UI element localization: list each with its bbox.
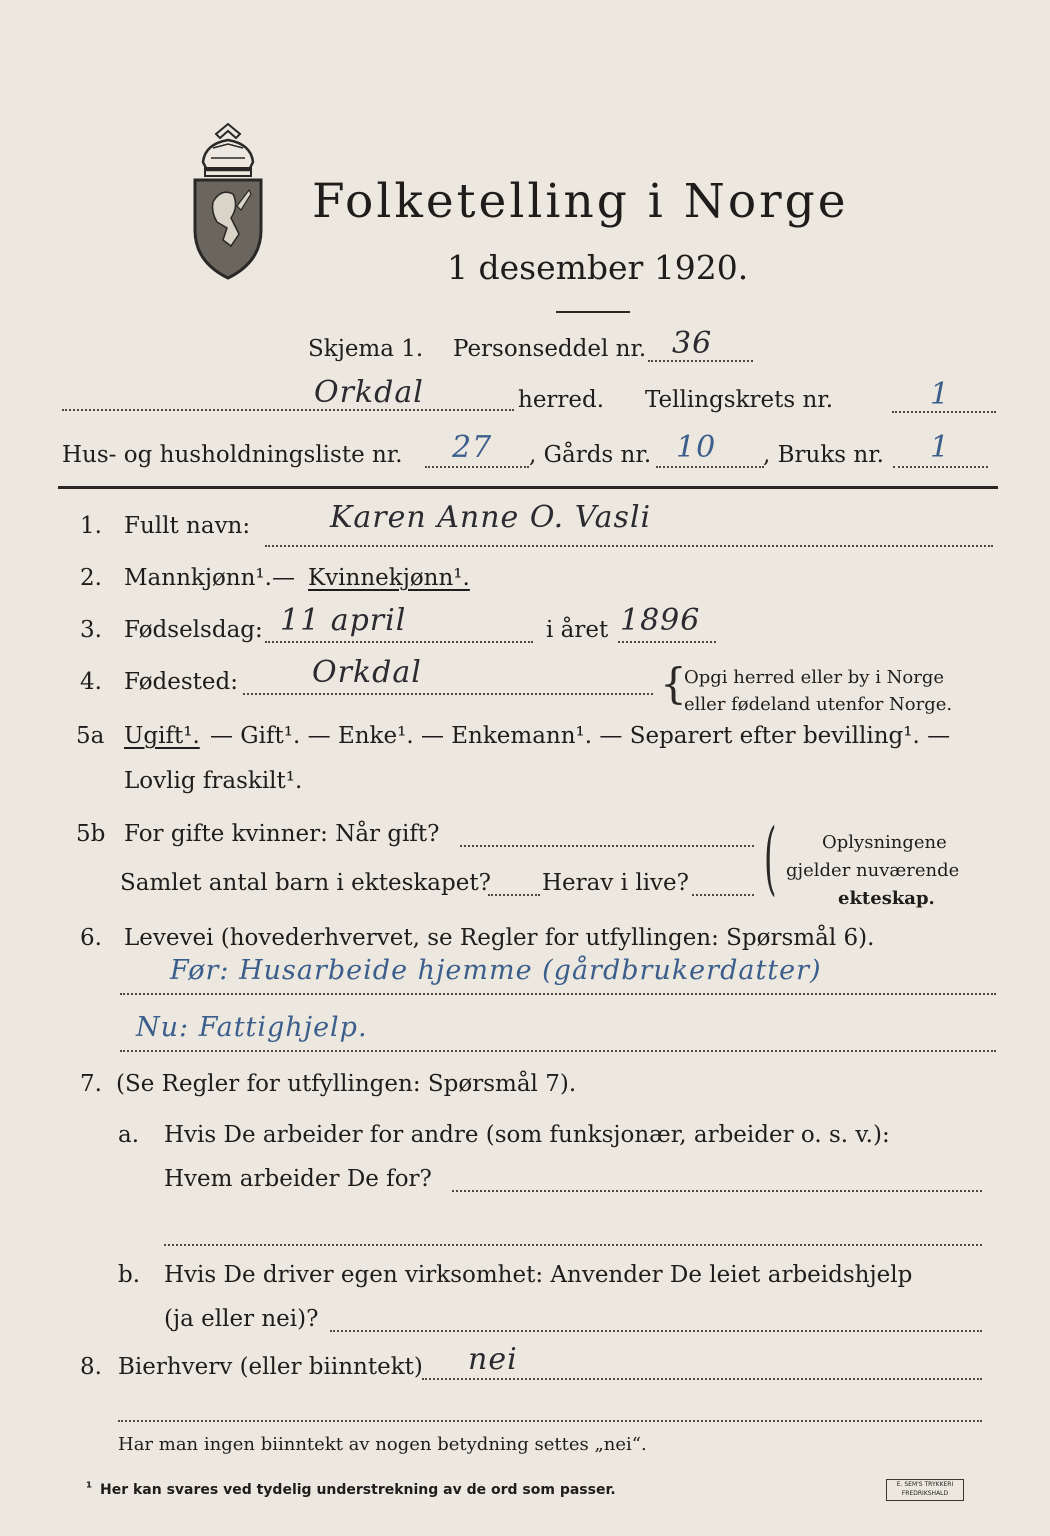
title-divider xyxy=(556,311,630,313)
q4-note-line2: eller fødeland utenfor Norge. xyxy=(684,694,953,715)
herred-label: herred. xyxy=(518,387,605,413)
q3-line xyxy=(265,641,533,643)
q4-brace: { xyxy=(660,659,687,708)
footnote-mark: ¹ xyxy=(86,1480,93,1496)
gards-value[interactable]: 10 xyxy=(676,430,717,465)
q5b-note-line2: gjelder nuværende xyxy=(786,860,960,881)
q3-label: Fødselsdag: xyxy=(124,617,263,643)
bruks-value[interactable]: 1 xyxy=(930,430,951,465)
q5a-ugift-underlined: Ugift¹. xyxy=(124,723,200,749)
occupation-value-before[interactable]: Før: Husarbeide hjemme (gårdbrukerdatter) xyxy=(170,955,822,986)
q8-line xyxy=(422,1378,982,1380)
birth-date-value[interactable]: 11 april xyxy=(280,603,407,638)
birthplace-value[interactable]: Orkdal xyxy=(312,655,422,690)
personseddel-value[interactable]: 36 xyxy=(672,326,713,361)
q6-number: 6. xyxy=(80,925,102,951)
q7a-line2: Hvem arbeider De for? xyxy=(164,1166,432,1192)
q5b-alive-line xyxy=(692,894,754,896)
footer-note: Har man ingen biinntekt av nogen betydning settes „nei“. xyxy=(118,1434,647,1455)
herred-value[interactable]: Orkdal xyxy=(314,375,424,410)
q6-line2 xyxy=(120,1050,996,1052)
bruks-line xyxy=(893,466,988,468)
gards-line xyxy=(656,466,764,468)
q3-number: 3. xyxy=(80,617,102,643)
q4-label: Fødested: xyxy=(124,669,239,695)
q4-note-line1: Opgi herred eller by i Norge xyxy=(684,667,945,688)
q6-line1 xyxy=(120,993,996,995)
gards-label: , Gårds nr. xyxy=(529,442,652,468)
q4-number: 4. xyxy=(80,669,102,695)
printer-stamp: E. SEM'S TRYKKERI FREDRIKSHALD xyxy=(886,1479,964,1501)
q1-line xyxy=(265,545,993,547)
footnote-text: Her kan svares ved tydelig understrekning av de ord som passer. xyxy=(100,1482,616,1498)
q8-number: 8. xyxy=(80,1354,102,1380)
q5b-label2: Samlet antal barn i ekteskapet? xyxy=(120,870,491,896)
norway-coat-of-arms-icon xyxy=(183,122,273,282)
husliste-line xyxy=(425,466,529,468)
q5b-label3: Herav i live? xyxy=(542,870,689,896)
q7b-answer-line xyxy=(330,1330,982,1332)
q6-label: Levevei (hovederhvervet, se Regler for utfyllingen: Spørsmål 6). xyxy=(124,925,875,951)
occupation-value-now[interactable]: Nu: Fattighjelp. xyxy=(136,1012,368,1043)
q5a-options: — Gift¹. — Enke¹. — Enkemann¹. — Separert efter bevilling¹. — xyxy=(210,723,951,749)
full-name-value[interactable]: Karen Anne O. Vasli xyxy=(330,500,652,535)
q2-separator: — xyxy=(272,565,295,591)
husliste-label: Hus- og husholdningsliste nr. xyxy=(62,442,403,468)
birth-year-value[interactable]: 1896 xyxy=(620,603,701,638)
q7a-employer-line xyxy=(452,1190,982,1192)
q7-number: 7. xyxy=(80,1071,102,1097)
q2-female-underlined: Kvinnekjønn¹. xyxy=(308,565,470,591)
q7-label: (Se Regler for utfyllingen: Spørsmål 7). xyxy=(116,1071,577,1097)
q7a-line1: Hvis De arbeider for andre (som funksjonær, arbeider o. s. v.): xyxy=(164,1122,890,1148)
tellingskrets-label: Tellingskrets nr. xyxy=(645,387,834,413)
husliste-value[interactable]: 27 xyxy=(452,430,493,465)
q5b-note-line1: Oplysningene xyxy=(822,832,947,853)
q5b-married-line xyxy=(460,845,754,847)
q7b-line1: Hvis De driver egen virksomhet: Anvender De leiet arbeidshjelp xyxy=(164,1262,913,1288)
q8-label: Bierhverv (eller biinntekt) xyxy=(118,1354,423,1380)
q7a-letter: a. xyxy=(118,1122,140,1148)
q2-male: Mannkjønn¹. xyxy=(124,565,272,591)
q1-number: 1. xyxy=(80,513,102,539)
skjema-label: Skjema 1. xyxy=(308,336,424,362)
year-line xyxy=(618,641,716,643)
q7b-line2: (ja eller nei)? xyxy=(164,1306,319,1332)
q5a-number: 5a xyxy=(76,723,105,749)
q5b-label1: For gifte kvinner: Når gift? xyxy=(124,821,440,847)
q8-extra-line xyxy=(118,1420,982,1422)
q7b-letter: b. xyxy=(118,1262,141,1288)
q5a-line2: Lovlig fraskilt¹. xyxy=(124,768,303,794)
header-separator xyxy=(58,486,998,489)
tellingskrets-value[interactable]: 1 xyxy=(930,377,951,412)
q4-line xyxy=(243,693,653,695)
personseddel-label: Personseddel nr. xyxy=(453,336,647,362)
year-label: i året xyxy=(546,617,609,643)
q7a-extra-line xyxy=(164,1244,982,1246)
form-title: Folketelling i Norge xyxy=(312,174,849,229)
q5b-note-line3: ekteskap. xyxy=(838,888,935,909)
q5b-number: 5b xyxy=(76,821,106,847)
q5b-children-line xyxy=(488,894,540,896)
q2-number: 2. xyxy=(80,565,102,591)
bruks-label: , Bruks nr. xyxy=(763,442,884,468)
q1-label: Fullt navn: xyxy=(124,513,251,539)
herred-line xyxy=(62,409,514,411)
side-income-value[interactable]: nei xyxy=(468,1342,518,1377)
q5b-bracket: ( xyxy=(764,811,777,904)
census-date: 1 desember 1920. xyxy=(447,248,749,287)
